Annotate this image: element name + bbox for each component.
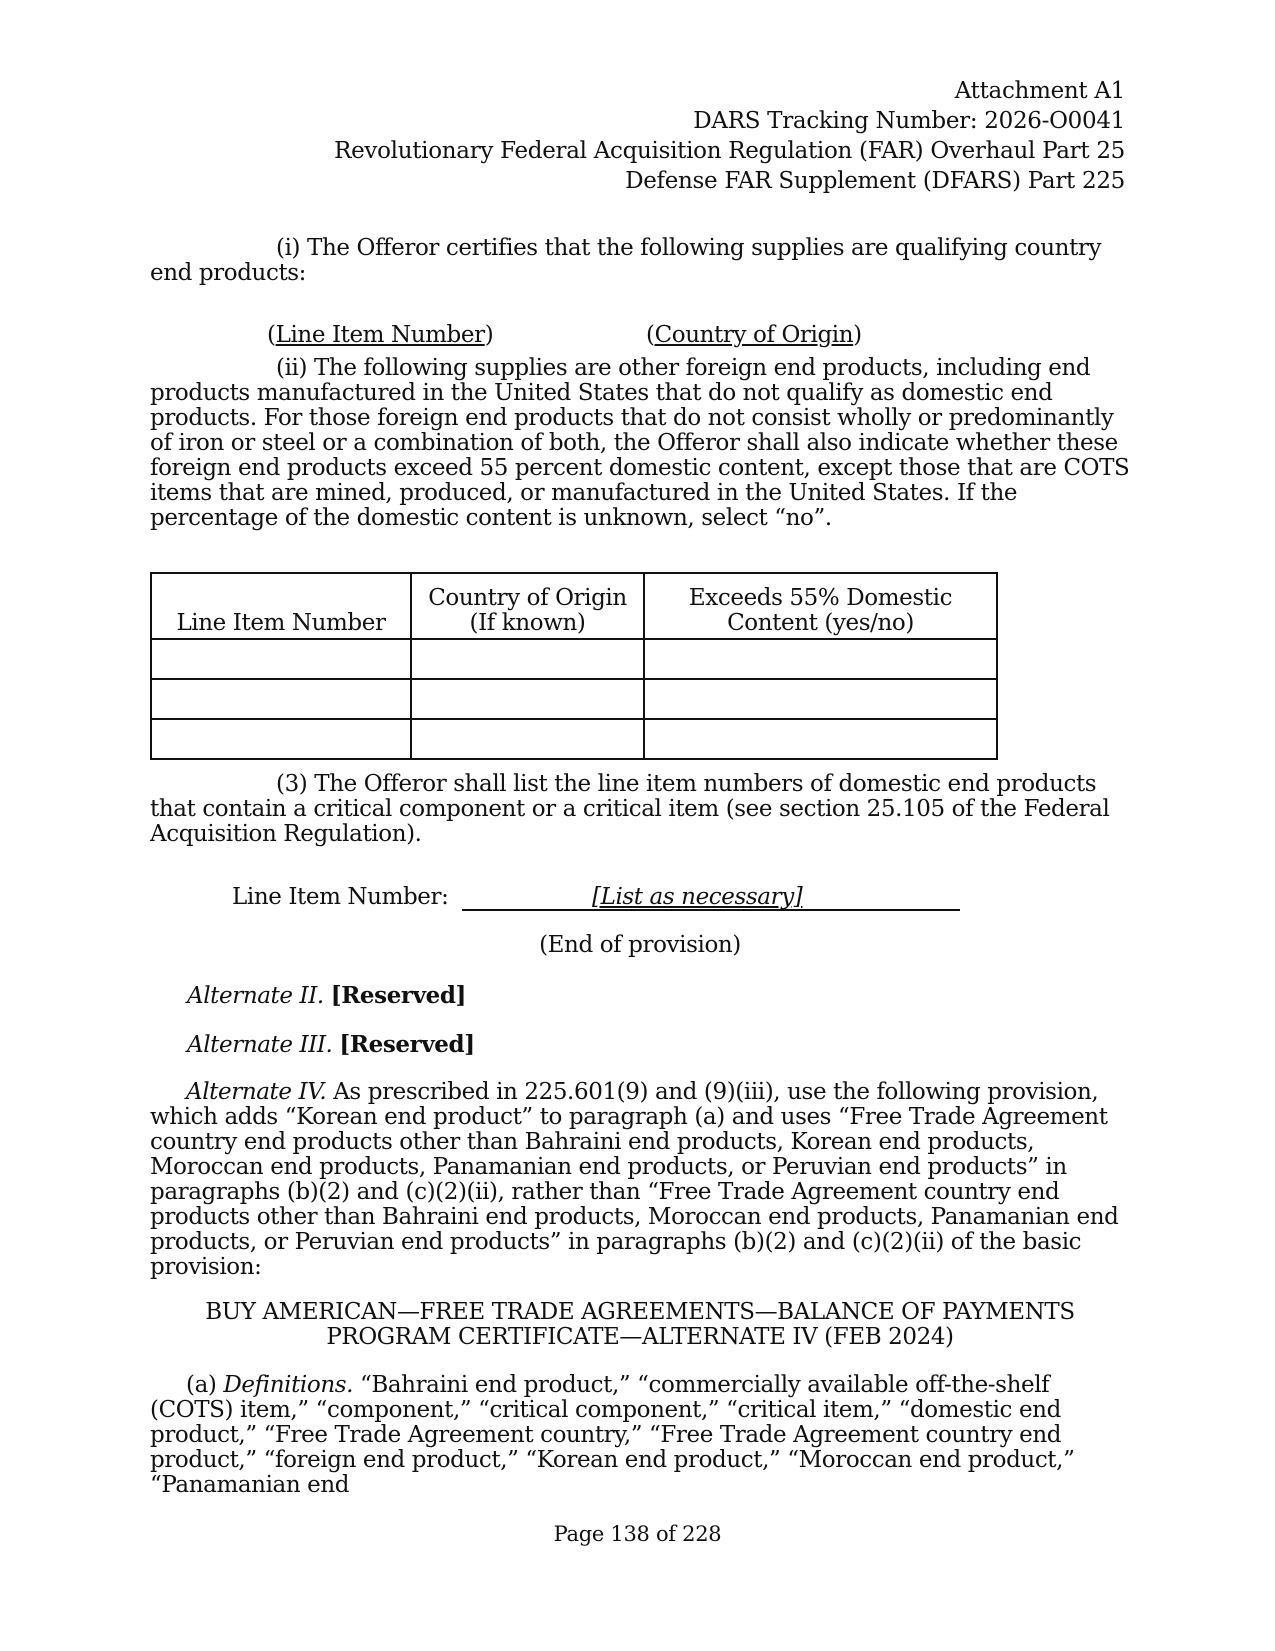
header-exceeds-domestic-content: Exceeds 55% Domestic Content (yes/no) [644,573,997,639]
table-cell[interactable] [411,719,644,759]
table-cell[interactable] [411,679,644,719]
tracking-number: DARS Tracking Number: 2026-O0041 [693,108,1125,134]
paragraph-ii: (ii) The following supplies are other foreign end products, including end products manufactured in the United States that do not qualify as domestic end products. For those foreign end products that do not consist wholly or predominantly of iron or steel or a combination of both, the Offeror shall also indicate whether these foreign end products exceed 55 percent domestic content, except those that are COTS items that are mined, produced, or manufactured in the United States. If the percentage of the domestic content is unknown, select “no”. [150,355,1130,531]
alternate-ii: Alternate II. [Reserved] [187,982,467,1009]
table-cell[interactable] [151,679,411,719]
alternate-iv-text: As prescribed in 225.601(9) and (9)(iii), use the following provision, which adds “Korean end product” to paragraph (a) and uses “Free Trade Agreement country end products other than Bahraini end products, Korean end products, Moroccan end products, Panamanian end products, or Peruvian end products” in paragraphs (b)(2) and (c)(2)(ii), rather than “Free Trade Agreement country end products other than Bahraini end products, Moroccan end products, Panamanian end products, or Peruvian end products” in paragraphs (b)(2) and (c)(2)(ii) of the basic provision: [150,1079,1119,1280]
table-cell[interactable] [151,719,411,759]
table-header-row [151,573,997,639]
definitions-paragraph: (a) Definitions. “Bahraini end product,” “commercially available off-the-shelf (COTS) item,” “component,” “critical component,” “critical item,” “domestic end product,” “Free Trade Agreement country,” “Free Trade Agreement country end product,” “foreign end product,” “Korean end product,” “Moroccan end product,” “Panamanian end [150,1372,1075,1498]
page-number: Page 138 of 228 [553,1522,722,1546]
alternate-iii: Alternate III. [Reserved] [187,1031,475,1058]
far-part-title: Revolutionary Federal Acquisition Regulation (FAR) Overhaul Part 25 [334,138,1125,164]
alternate-iv-title: Alternate IV. [186,1079,327,1105]
alternate-iv [150,1080,1130,1280]
line-item-field-value: [List as necessary] [592,884,803,910]
table-cell[interactable] [411,639,644,679]
header-line-item-number: Line Item Number [151,573,411,639]
paragraph-i: (i) The Offeror certifies that the following supplies are qualifying country end products: [150,235,1102,286]
table-cell[interactable] [644,719,997,759]
definitions-text: “Bahraini end product,” “commercially available off-the-shelf (COTS) item,” “component,” “critical component,” “critical item,” “domestic end product,” “Free Trade Agreement country,” “Free Trade Agreement country end product,” “foreign end product,” “Korean end product,” “Moroccan end product,” “Panamanian end [150,1372,1075,1498]
document-header [334,76,1125,196]
qualifying-line-item-column: (Line Item Number) [267,322,494,348]
header-country-of-origin: Country of Origin (If known) [411,573,644,639]
table-row [151,679,997,719]
end-of-provision: (End of provision) [539,932,741,958]
definitions-title: Definitions. [223,1372,354,1398]
table-cell[interactable] [644,639,997,679]
paragraph-3: (3) The Offeror shall list the line item numbers of domestic end products that contain a critical component or a critical item (see section 25.105 of the Federal Acquisition Regulation). [150,771,1110,847]
provision-title: BUY AMERICAN—FREE TRADE AGREEMENTS—BALANCE OF PAYMENTS PROGRAM CERTIFICATE—ALTERNATE IV (FEB 2024) [205,1299,1075,1350]
attachment-label: Attachment A1 [954,78,1125,104]
dfars-part-title: Defense FAR Supplement (DFARS) Part 225 [625,168,1125,194]
table-cell[interactable] [644,679,997,719]
table-row [151,719,997,759]
qualifying-country-column: (Country of Origin) [646,322,862,348]
table-cell[interactable] [151,639,411,679]
line-item-field-label: Line Item Number: [232,884,449,910]
table-row [151,639,997,679]
foreign-end-products-table [150,572,998,760]
